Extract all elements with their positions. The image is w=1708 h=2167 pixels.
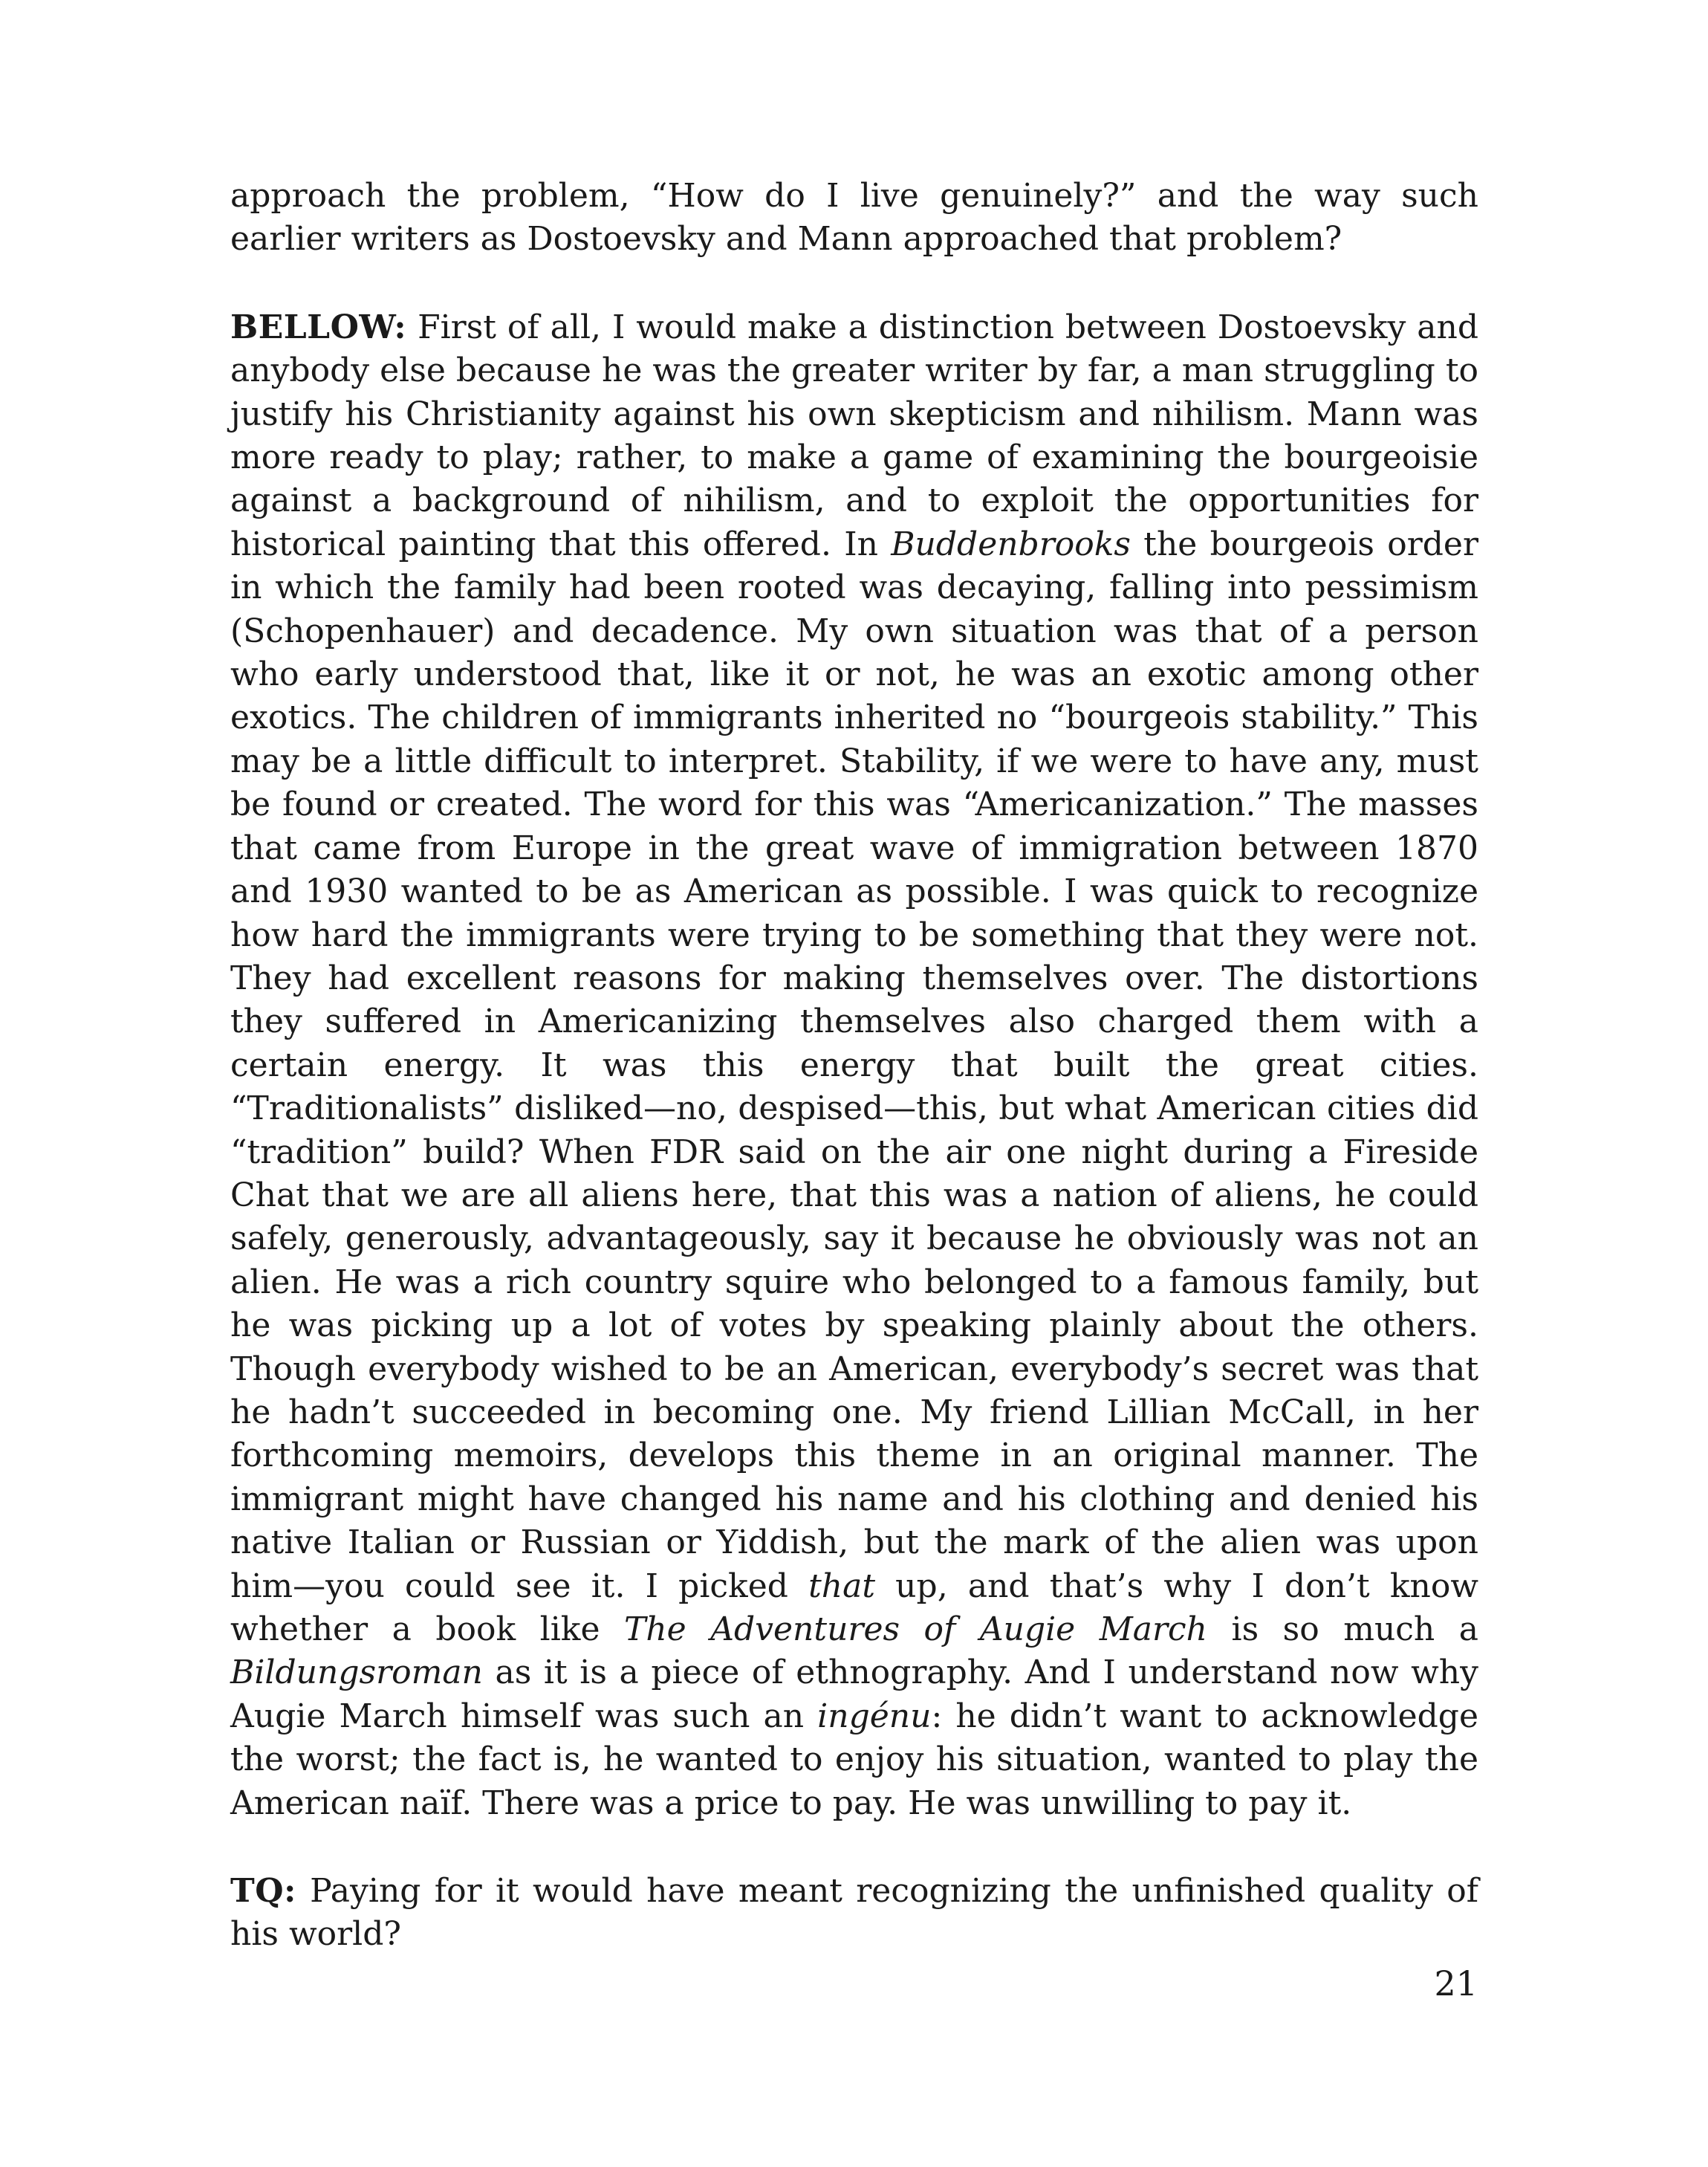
text-segment: as it is a piece of ethnography. And I understand now why Augie March himself was such an bbox=[230, 1653, 1478, 1735]
italic-text: ingénu bbox=[817, 1697, 932, 1735]
paragraph-bellow-answer bbox=[230, 306, 1478, 1825]
paragraph-question-continued bbox=[230, 175, 1478, 262]
text-segment: up, and that’s why I don’t know whether a book like bbox=[230, 1567, 1478, 1648]
text-segment: First of all, I would make a distinction between Dostoevsky and anybody else because he was the greater writer by far, a man struggling to justify his Christianity against his own skepticism and nihilism. Mann was more ready to play; rather, to make a game of examining the bourgeoisie against a background of nihilism, and to exploit the opportunities for historical painting that this offered. In bbox=[230, 308, 1478, 563]
text-segment: Paying for it would have meant recognizing the unfinished quality of his world? bbox=[230, 1872, 1478, 1954]
text-segment: : he didn’t want to acknowledge the worst; the fact is, he wanted to enjoy his situation, wanted to play the American naïf. There was a price to pay. He was unwilling to pay it. bbox=[230, 1697, 1478, 1822]
italic-text: that bbox=[808, 1567, 876, 1605]
speaker-label: BELLOW: bbox=[230, 308, 407, 346]
text-segment: the bourgeois order in which the family had been rooted was decaying, falling into pessimism (Schopenhauer) and decadence. My own situation was that of a person who early understood that, like it or not, he was an exotic among other exotics. The children of immigrants inherited no “bourgeois stability.” This may be a little difficult to interpret. Stability, if we were to have any, must be found or created. The word for this was “Americanization.” The masses that came from Europe in the great wave of immigration between 1870 and 1930 wanted to be as American as possible. I was quick to recognize how hard the immigrants were trying to be something that they were not. They had excellent reasons for making themselves over. The distortions they suffered in Americanizing themselves also charged them with a certain energy. It was this energy that built the great cities. “Traditionalists” disliked—no, despised—this, but what American cities did “tradition” build? When FDR said on the air one night during a Fireside Chat that we are all aliens here, that this was a nation of aliens, he could safely, generously, advantageously, say it because he obviously was not an alien. He was a rich country squire who belonged to a famous family, but he was picking up a lot of votes by speaking plainly about the others. Though everybody wished to be an American, everybody’s secret was that he hadn’t succeeded in becoming one. My friend Lillian McCall, in her forthcoming memoirs, develops this theme in an original manner. The immigrant might have changed his name and his clothing and denied his native Italian or Russian or Yiddish, but the mark of the alien was upon him—you could see it. I picked bbox=[230, 525, 1478, 1605]
page-body bbox=[230, 175, 1478, 1957]
italic-text: Buddenbrooks bbox=[891, 525, 1131, 563]
text-segment: approach the problem, “How do I live genuinely?” and the way such earlier writers as Dostoevsky and Mann approached that problem? bbox=[230, 177, 1478, 259]
speaker-label: TQ: bbox=[230, 1872, 296, 1911]
italic-text: Bildungsroman bbox=[230, 1653, 483, 1692]
page-number: 21 bbox=[1434, 1963, 1478, 2004]
italic-text: The Adventures of Augie March bbox=[624, 1610, 1208, 1648]
text-segment: is so much a bbox=[1207, 1610, 1478, 1648]
paragraph-tq-question bbox=[230, 1870, 1478, 1957]
